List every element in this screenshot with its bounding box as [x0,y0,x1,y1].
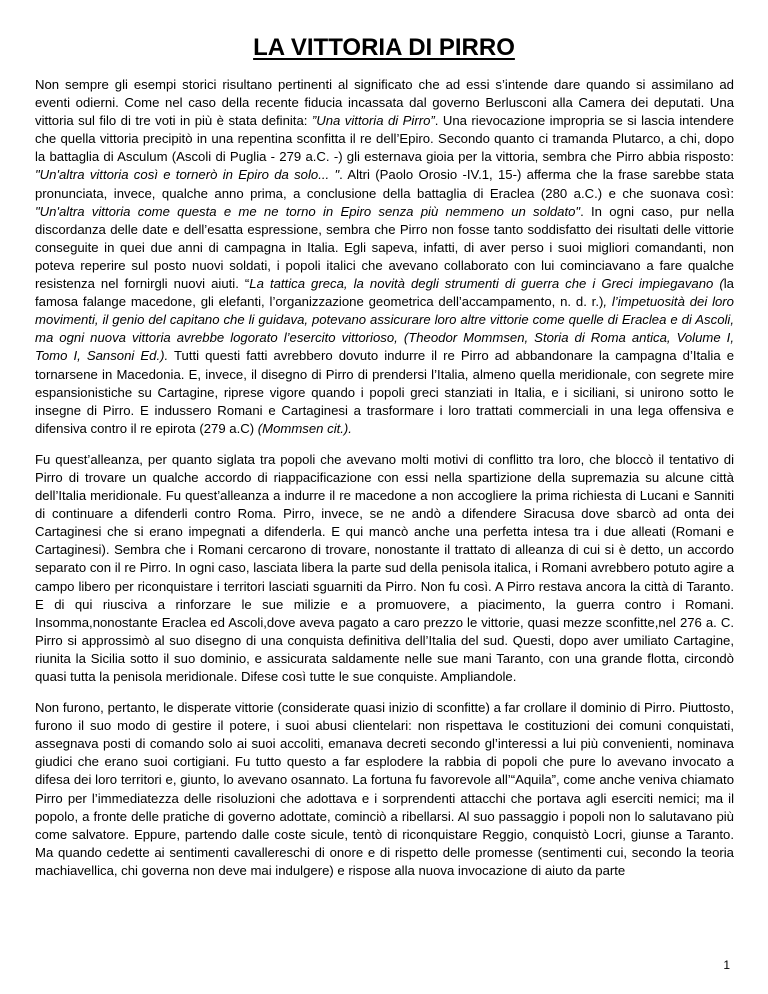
text-segment: Tutti questi fatti avrebbero dovuto indurre il re Pirro ad abbandonare la campagna d’Italia e tornarsene in Macedonia. E, invece, il disegno di Pirro di prendersi l’Italia, almeno quella meridionale, con segrete mire espansionistiche su Cartagine, riprese vigore quando i popoli greci stanziati in Italia, e i siciliani, si unirono sotto le insegne di Pirro. E indussero Romani e Cartaginesi a trasformare i loro trattati commerciali in una lega offensiva e difensiva contro il re epirota (279 a.C) [35,348,735,436]
italic-text-segment: , l’impetuosità dei loro movimenti, il genio del capitano che li guidava, potevano assicurare loro altre vittorie come quelle di Eraclea e di Ascoli, ma ogni nuova vittoria avrebbe logorato l’esercito vittorioso, (Theodor Mommsen, Storia di Roma antica, Volume I, Tomo I, Sansoni Ed.). [35,294,734,364]
page-number: 1 [723,958,730,972]
text-segment: Non sempre gli esempi storici risultano pertinenti al significato che ad essi s’intende dare quando si assimilano ad eventi odierni. Come nel caso della recente fiducia incassata dal governo Berlusconi alla Camera dei deputati. Una vittoria sul filo di tre voti in più è stata definita: [35,77,734,129]
italic-text-segment: (Mommsen cit.). [257,420,352,436]
text-segment: . Altri (Paolo Orosio -IV.1, 15-) afferma che la frase sarebbe stata pronunciata, invece, qualche anno prima, a conclusione della battaglia di Eraclea (280 a.C.) e che suonava così: [35,167,734,201]
italic-text-segment: La tattica greca, la novità degli strumenti di guerra che i Greci impiegavano ( [249,276,724,292]
italic-text-segment: ”Una vittoria di Pirro” [311,113,435,129]
text-segment: Non furono, pertanto, le disperate vittorie (considerate quasi inizio di sconfitte) a far crollare il dominio di Pirro. Piuttosto, furono il suo modo di gestire il potere, i suoi abusi clientelari: non rispettava le costituzioni dei comuni conquistati, assegnava posti di comando solo ai suoi accoliti, emanava decreti secondo gl’interessi a lui più convenienti, nominava giudici che erano suoi cortigiani. Fu tutto questo a far esplodere la rabbia di popoli che pure lo avevano invocato a difesa dei loro territori e, giunto, lo avevano osannato. La fortuna fu favorevole all’“Aquila”, come anche veniva chiamato Pirro per l’immediatezza delle risoluzioni che adottava e i sorprendenti attacchi che portava agli eserciti nemici; ma il popolo, a fronte delle pratiche di governo adottate, cominciò a ribellarsi. Al suo passaggio i popoli non lo salutavano più come salvatore. Eppure, partendo dalle coste sicule, tentò di riconquistare Reggio, conquistò Locri, giunse a Taranto. Ma quando cedette ai sentimenti cavallereschi di onore e di rispetto delle promesse (sentimenti cui, secondo la teoria machiavellica, chi governa non deve mai indulgere) e rispose alla nuova invocazione di aiuto da parte [35,700,734,878]
text-segment: la famosa falange macedone, gli elefanti, l’organizzazione geometrica dell’accampamento, n. d. r.) [35,276,734,310]
italic-text-segment: "Un'altra vittoria così e tornerò in Epiro da solo... " [35,167,340,183]
text-segment: . In ogni caso, pur nella discordanza delle date e dell’esatta espressione, sembra che Pirro non fosse tanto soddisfatto dei risultati delle vittorie conseguite in quei due anni di campagna in Italia. Egli sapeva, infatti, di aver perso i suoi migliori comandanti, non poteva reperire sul posto nuovi soldati, i popoli italici che avevano collaborato con lui cominciavano a fare qualche resistenza nel fornirgli nuovi aiuti. “ [35,203,734,292]
italic-text-segment: "Un'altra vittoria come questa e me ne torno in Epiro senza più nemmeno un soldato" [35,203,581,219]
paragraph [35,76,734,438]
page-title: LA VITTORIA DI PIRRO [253,34,515,61]
article-body [35,76,734,880]
text-segment: . Una rievocazione impropria se si lascia intendere che quella vittoria precipitò in una repentina sconfitta il re dell’Epiro. Secondo quanto ci tramanda Plutarco, a chi, dopo la battaglia di Asculum (Ascoli di Puglia - 279 a.C. -) gli esternava gioia per la vittoria, sembra che Pirro abbia risposto: [35,113,734,165]
paragraph [35,699,734,880]
text-segment: Fu quest’alleanza, per quanto siglata tra popoli che avevano molti motivi di conflitto tra loro, che bloccò il tentativo di Pirro di trovare un qualche accordo di riappacificazione con essi nella spartizione della supremazia su alcune città dell’Italia meridionale. Fu quest’alleanza a indurre il re macedone a non accogliere la prima richiesta di Lucani e Sanniti di continuare a difenderli contro Roma. Pirro, invece, se ne andò a difendere Siracusa dove sbarcò ad onta dei Cartaginesi che si erano impegnati a difenderla. E qui mancò anche una perfetta intesa tra i due alleati (Romani e Cartaginesi). Sembra che i Romani cercarono di trovare, nonostante il trattato di alleanza di cui si è detto, un accordo separato con il re Pirro. In ogni caso, lasciata libera la parte sud della penisola italica, i Romani avrebbero potuto agire a campo libero per riconquistare i territori lasciati sguarniti da Pirro. Non fu così. A Pirro restava ancora la città di Taranto. E di qui riusciva a rinforzare le sue milizie e a promuovere, a piacimento, la guerra contro i Romani. Insomma,nonostante Eraclea ed Ascoli,dove aveva pagato a caro prezzo le vittorie, quasi mezze sconfitte,nel 276 a. C. Pirro si approssimò al suo disegno di una conquista definitiva dell’Italia del sud. Questi, dopo aver umiliato Cartagine, riunita la Sicilia sotto il suo dominio, e assicurata saldamente nelle sue mani Taranto, con una grande flotta, circondò quasi tutta la penisola meridionale. Difese così tutte le sue conquiste. Ampliandole. [35,451,734,684]
paragraph [35,451,734,686]
